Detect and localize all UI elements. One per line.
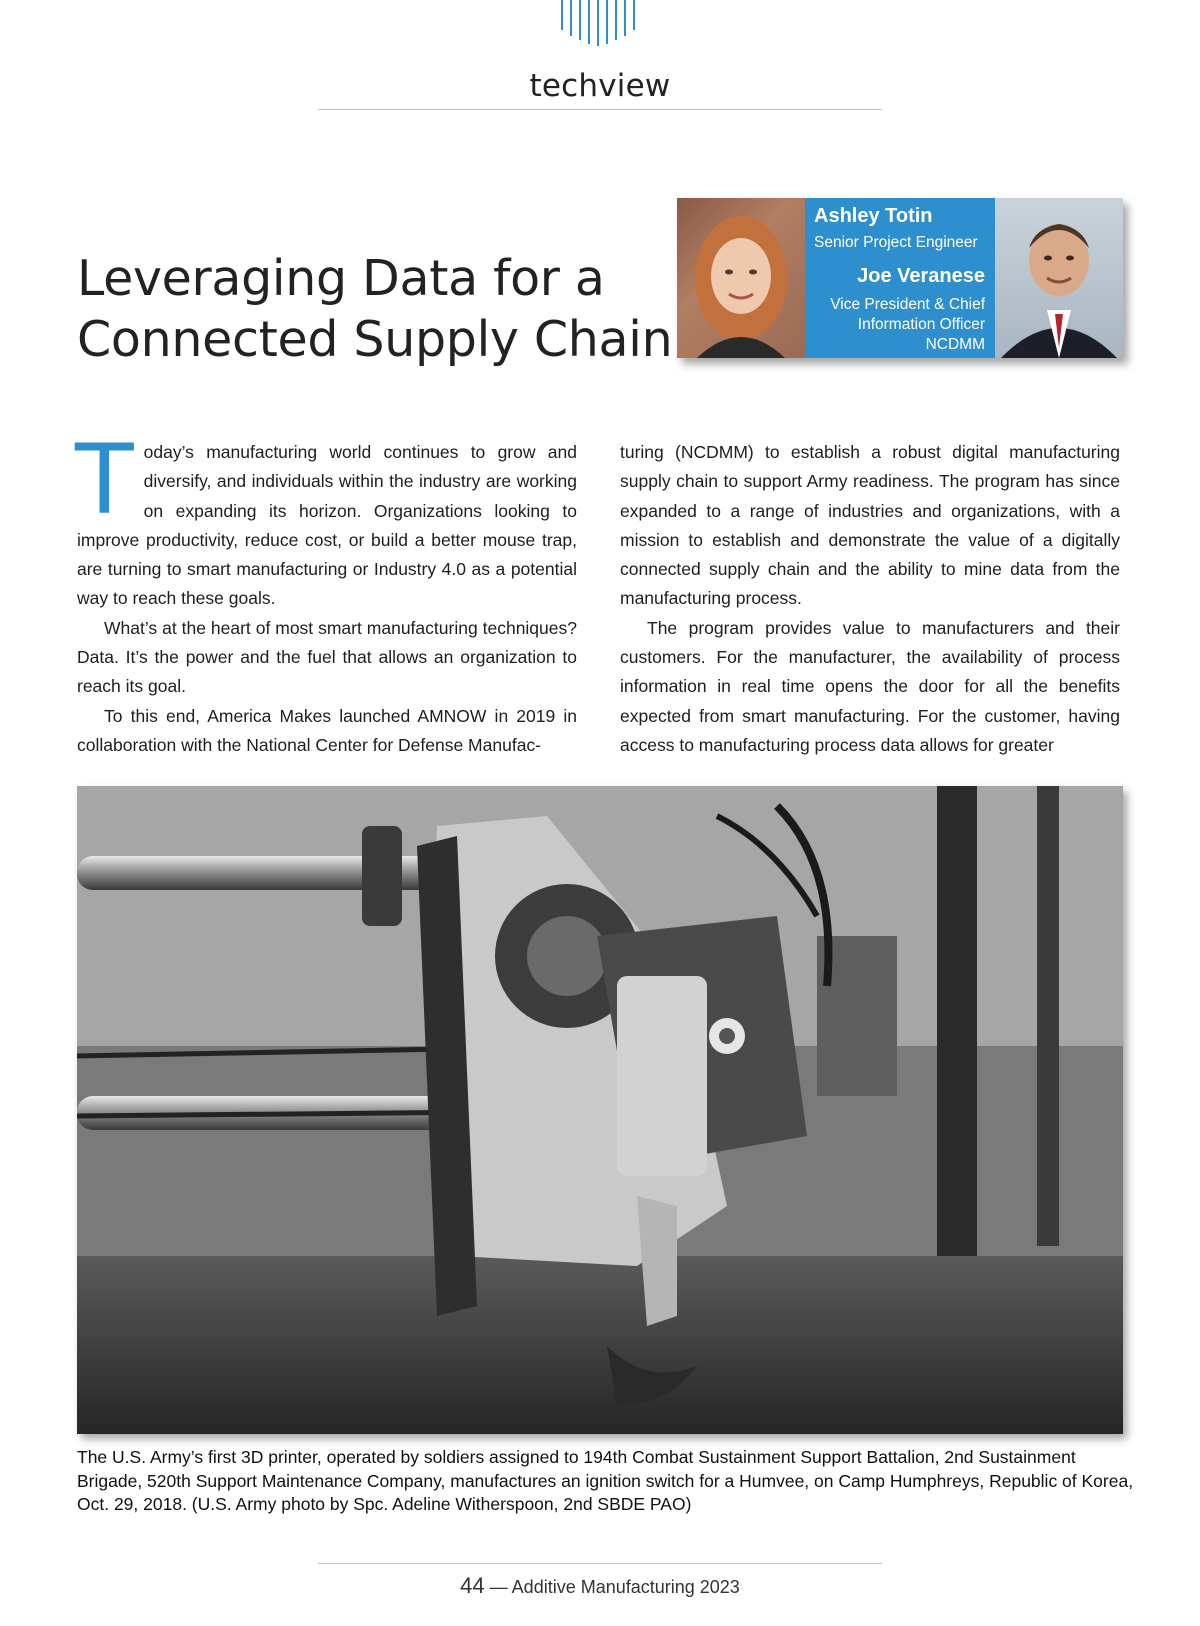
- footer-separator: —: [489, 1577, 508, 1597]
- title-line-1: Leveraging Data for a: [77, 250, 605, 307]
- author-photo-joe: [995, 198, 1123, 358]
- author-1-role: Senior Project Engineer: [814, 234, 978, 251]
- article-title: [77, 248, 677, 370]
- printer-photo: [77, 786, 1123, 1434]
- section-label: techview: [529, 68, 671, 104]
- author-2-name: Joe Veranese: [857, 265, 985, 287]
- paragraph-4: turing (NCDMM) to establish a robust digital manufacturing supply chain to support Army readiness. The program has since expanded to a range of industries and organizations, with a mission to establish and demonstrate the value of a digitally connected supply chain and the ability to mine data from the manufacturing process.: [620, 442, 1120, 609]
- author-box: [677, 198, 1123, 358]
- paragraph-1: [75, 424, 577, 614]
- decorative-lines: [558, 0, 642, 48]
- page-footer: [0, 1573, 1200, 1599]
- body-column-left: [75, 424, 577, 760]
- author-credits: [805, 198, 995, 358]
- paragraph-2: What’s at the heart of most smart manufacturing techniques? Data. It’s the power and the fuel that allows an organization to reach its goal.: [77, 617, 577, 697]
- author-photo-ashley: [677, 198, 805, 358]
- body-column-right: [620, 438, 1120, 760]
- drop-cap: T: [75, 424, 134, 536]
- paragraph-1-text: oday’s manufacturing world continues to grow and diversify, and individuals within the industry are working on expanding its horizon. Organizations looking to improve productivity, reduce cost, or build a better mouse trap, are turning to smart manufacturing or Industry 4.0 as a potential way to reach these goals.: [77, 442, 577, 609]
- photo-caption: The U.S. Army’s first 3D printer, operated by soldiers assigned to 194th Combat Sustainment Support Battalion, 2nd Sustainment Brigade, 520th Support Maintenance Company, manufactures an ignition switch for a Humvee, on Camp Humphreys, Republic of Korea, Oct. 29, 2018. (U.S. Army photo by Spc. Adeline Witherspoon, 2nd SBDE PAO): [77, 1447, 1134, 1514]
- paragraph-3: To this end, America Makes launched AMNOW in 2019 in collaboration with the National Center for Defense Manufac-: [77, 705, 577, 755]
- publication-name: Additive Manufacturing 2023: [511, 1577, 740, 1597]
- page-number: 44: [460, 1573, 485, 1598]
- title-line-2: Connected Supply Chain: [77, 311, 673, 368]
- author-1-name: Ashley Totin: [814, 205, 933, 227]
- author-2-role: Vice President & Chief Information Officer NCDMM: [830, 296, 985, 353]
- footer-rule: [318, 1563, 882, 1564]
- header-rule: [318, 109, 882, 110]
- paragraph-5: The program provides value to manufacturers and their customers. For the manufacturer, the availability of process information in real time opens the door for all the benefits expected from smart manufacturing. For the customer, having access to manufacturing process data allows for greater: [620, 617, 1120, 755]
